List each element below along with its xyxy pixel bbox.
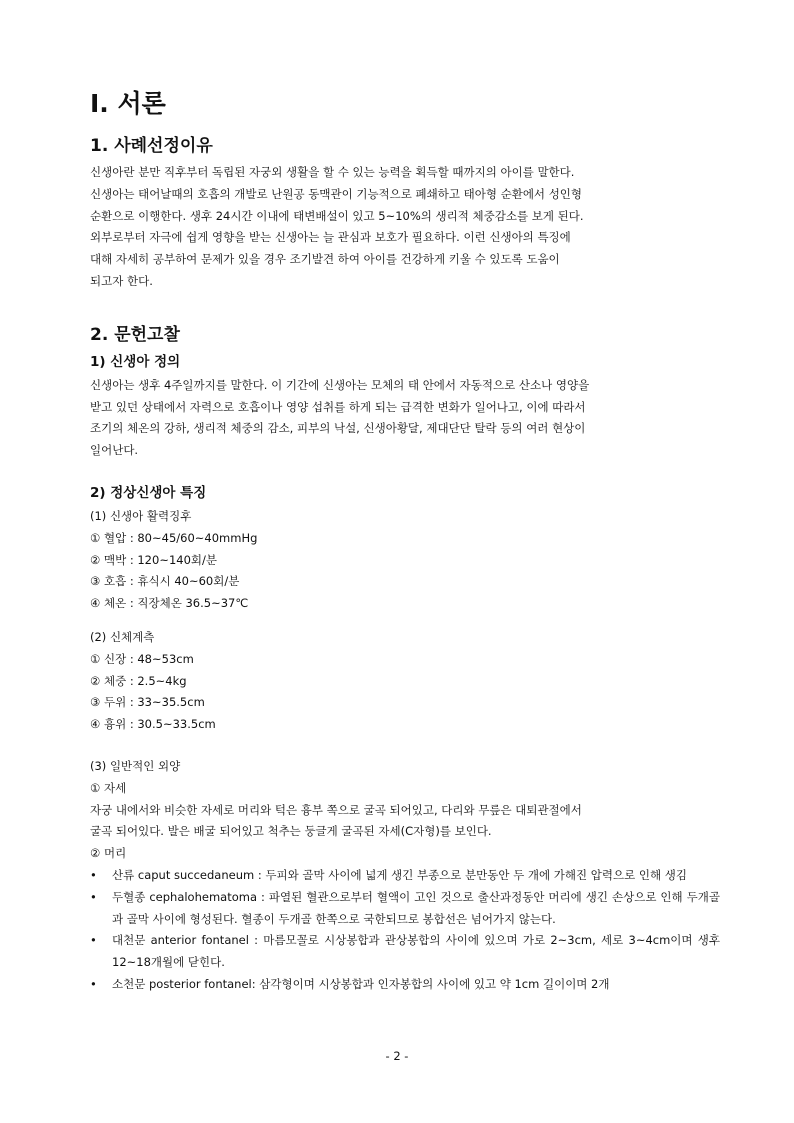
bullet-icon: •	[90, 933, 97, 948]
section-heading-reason: 1. 사례선정이유	[90, 136, 213, 156]
subsection-heading-definition: 1) 신생아 정의	[90, 353, 181, 370]
list-item	[90, 887, 720, 931]
text-line: 신생아란 분만 직후부터 독립된 자궁외 생활을 할 수 있는 능력을 획득할 때까지의 아이를 말한다.	[90, 165, 575, 179]
vital-signs-heading: (1) 신생아 활력징후	[90, 508, 192, 523]
text-line: 되고자 한다.	[90, 273, 153, 288]
list-item: ② 맥박 : 120~140회/분	[90, 552, 217, 567]
section-heading-literature: 2. 문헌고찰	[90, 324, 180, 345]
head-bullet-list	[90, 865, 720, 996]
head-label: ② 머리	[90, 846, 127, 861]
subsection-heading-characteristics: 2) 정상신생아 특징	[90, 484, 207, 501]
text-line: 신생아는 생후 4주일까지를 말한다. 이 기간에 신생아는 모체의 태 안에서 자동적으로 산소나 영양을	[90, 377, 590, 392]
text-line: 신생아는 태어날때의 호흡의 개발로 난원공 동맥관이 기능적으로 폐쇄하고 태아형 순환에서 성인형	[90, 186, 583, 201]
list-item: ② 체중 : 2.5~4kg	[90, 673, 187, 688]
text-line: 조기의 체온의 강하, 생리적 체중의 감소, 피부의 낙설, 신생아황달, 제대단단 탈락 등의 여러 현상이	[90, 421, 586, 436]
text-line: 자궁 내에서와 비슷한 자세로 머리와 턱은 흉부 쪽으로 굴곡 되어있고, 다리와 무릎은 대퇴관절에서	[90, 802, 582, 817]
text-line: 순환으로 이행한다. 생후 24시간 이내에 태변배설이 있고 5~10%의 생리적 체중감소를 보게 된다.	[90, 208, 584, 223]
posture-paragraph	[90, 800, 720, 844]
bullet-text: 산류 caput succedaneum : 두피와 골막 사이에 넓게 생긴 부종으로 분만동안 두 개에 가해진 압력으로 인해 생김	[112, 867, 687, 882]
list-item	[90, 930, 720, 974]
list-item	[90, 974, 720, 996]
text-line: 일어난다.	[90, 443, 139, 458]
chapter-title: Ⅰ. 서론	[90, 89, 166, 118]
text-line: 대해 자세히 공부하여 문제가 있을 경우 조기발견 하여 아이를 건강하게 키울 수 있도록 도움이	[90, 252, 560, 267]
list-item: ③ 호흡 : 휴식시 40~60회/분	[90, 574, 240, 589]
page-content	[90, 88, 720, 996]
list-item: ① 신장 : 48~53cm	[90, 651, 194, 666]
body-measurement-list	[90, 649, 720, 736]
definition-paragraph	[90, 375, 720, 462]
bullet-text: 소천문 posterior fontanel: 삼각형이며 시상봉합과 인자봉합의 사이에 있고 약 1cm 길이이며 2개	[112, 976, 610, 991]
posture-label: ① 자세	[90, 780, 127, 795]
bullet-icon: •	[90, 976, 97, 991]
list-item: ③ 두위 : 33~35.5cm	[90, 695, 205, 710]
appearance-heading: (3) 일반적인 외양	[90, 758, 181, 773]
text-line: 외부로부터 자극에 쉽게 영향을 받는 신생아는 늘 관심과 보호가 필요하다. 이런 신생아의 특징에	[90, 230, 571, 245]
body-measurement-heading: (2) 신체계측	[90, 629, 155, 644]
bullet-text: 두혈종 cephalohematoma : 파열된 혈관으로부터 혈액이 고인 것으로 출산과정동안 머리에 생긴 손상으로 인해 두개골과 골막 사이에 형성된다. 혈종이 두개골 한쪽으로 국한되므로 봉합선은 넘어가지 않는다.	[112, 889, 720, 926]
bullet-icon: •	[90, 867, 97, 882]
vital-signs-list	[90, 528, 720, 615]
page-number: - 2 -	[385, 1049, 409, 1063]
reason-paragraph	[90, 162, 720, 293]
list-item: ④ 체온 : 직장체온 36.5~37℃	[90, 596, 249, 611]
text-line: 굴곡 되어있다. 발은 배굴 되어있고 척추는 둥글게 굴곡된 자세(C자형)를 보인다.	[90, 824, 492, 839]
list-item: ① 혈압 : 80~45/60~40mmHg	[90, 530, 258, 545]
bullet-icon: •	[90, 889, 97, 904]
text-line: 받고 있던 상태에서 자력으로 호흡이나 영양 섭취를 하게 되는 급격한 변화가 일어나고, 이에 따라서	[90, 399, 586, 414]
list-item	[90, 865, 720, 887]
list-item: ④ 흉위 : 30.5~33.5cm	[90, 717, 216, 732]
bullet-text: 대천문 anterior fontanel : 마름모꼴로 시상봉합과 관상봉합의 사이에 있으며 가로 2~3cm, 세로 3~4cm이며 생후 12~18개월에 닫힌다.	[112, 933, 720, 970]
